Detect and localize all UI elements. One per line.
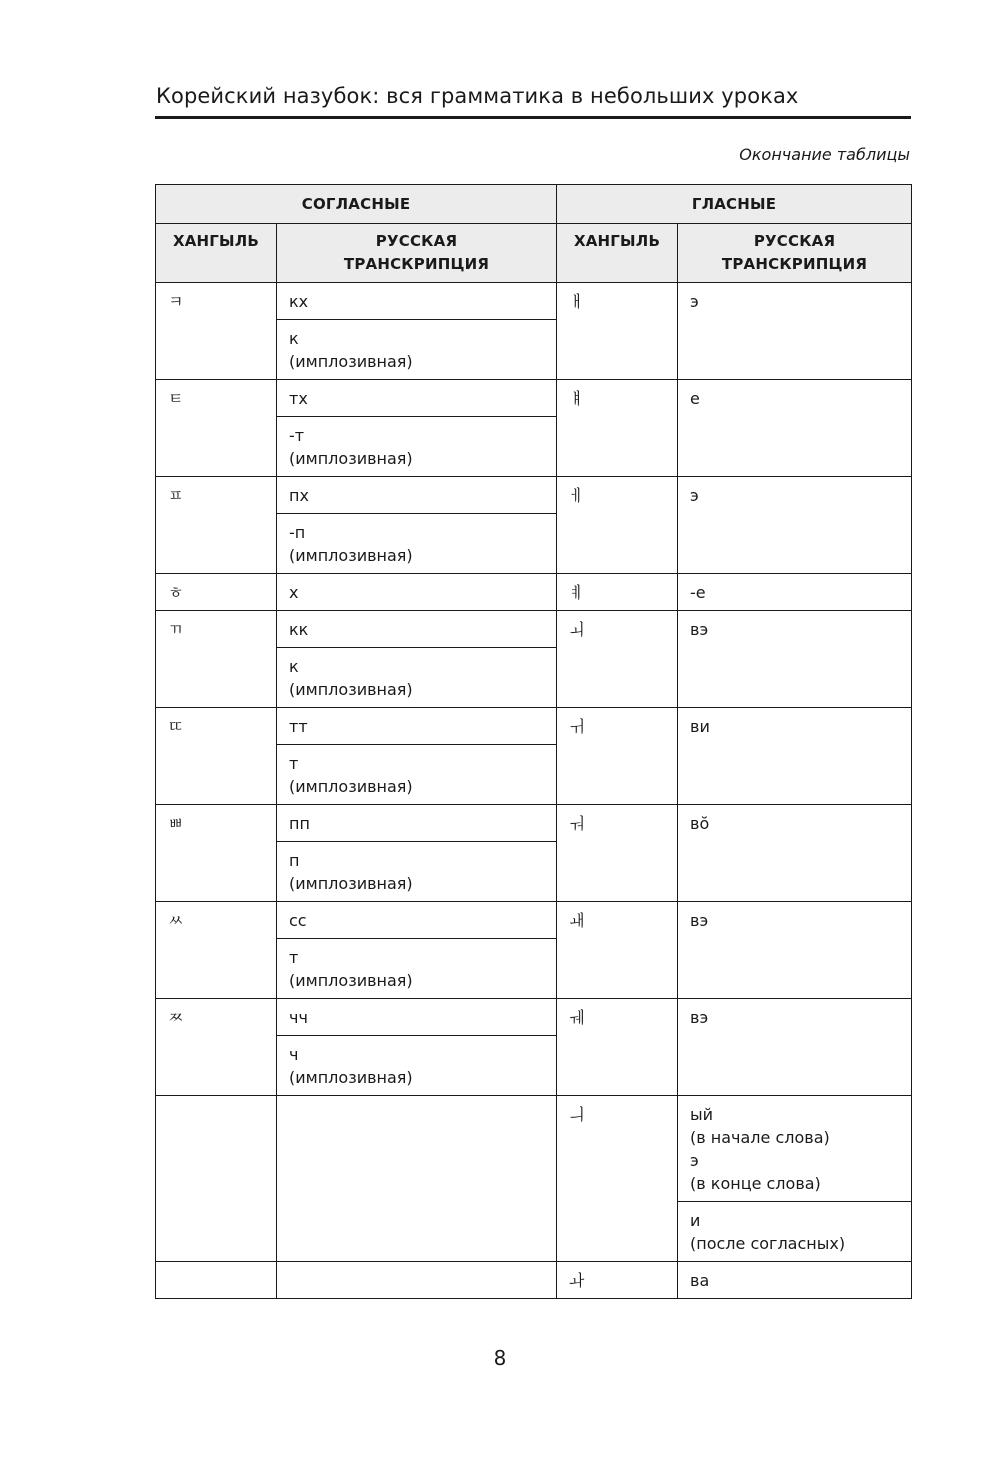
table-row (156, 999, 912, 1036)
running-header-title: Корейский назубок: вся грамматика в небольших уроках (156, 84, 799, 108)
column-header-row (156, 224, 912, 283)
vowel-transcription-cell: вэ (678, 902, 912, 999)
consonant-transcription-cell: -т (имплозивная) (277, 417, 557, 477)
table-row (156, 902, 912, 939)
consonant-transcription-cell: ч (имплозивная) (277, 1036, 557, 1096)
table-row (156, 574, 912, 611)
consonant-transcription-cell: чч (277, 999, 557, 1036)
table-continuation-note: Окончание таблицы (739, 145, 910, 164)
consonant-hangul-cell: ㅎ (156, 574, 277, 611)
empty-cell (277, 1262, 557, 1299)
consonant-hangul-cell: ㅍ (156, 477, 277, 574)
vowel-hangul-cell: ㅝ (557, 805, 678, 902)
page-number: 8 (493, 1346, 507, 1370)
consonant-hangul-cell: ㄸ (156, 708, 277, 805)
consonant-transcription-cell: т (имплозивная) (277, 745, 557, 805)
empty-cell (277, 1096, 557, 1262)
consonant-hangul-cell: ㅆ (156, 902, 277, 999)
consonant-hangul-cell: ㅋ (156, 283, 277, 380)
vowel-transcription-cell: вэ (678, 611, 912, 708)
vowel-transcription-cell: э (678, 283, 912, 380)
vowel-hangul-cell: ㅚ (557, 611, 678, 708)
consonant-hangul-cell: ㅌ (156, 380, 277, 477)
consonants-group-header: СОГЛАСНЫЕ (156, 185, 557, 224)
vowel-hangul-cell: ㅘ (557, 1262, 678, 1299)
consonant-transcription-cell: к (имплозивная) (277, 320, 557, 380)
vowel-hangul-cell: ㅒ (557, 380, 678, 477)
table-row (156, 477, 912, 514)
vowel-hangul-cell: ㅐ (557, 283, 678, 380)
consonant-transcription-header: РУССКАЯ ТРАНСКРИПЦИЯ (277, 224, 557, 283)
vowel-hangul-cell: ㅙ (557, 902, 678, 999)
vowel-transcription-header: РУССКАЯ ТРАНСКРИПЦИЯ (678, 224, 912, 283)
consonant-transcription-cell: -п (имплозивная) (277, 514, 557, 574)
table-row (156, 805, 912, 842)
consonant-hangul-header: ХАНГЫЛЬ (156, 224, 277, 283)
vowels-group-header: ГЛАСНЫЕ (557, 185, 912, 224)
vowel-transcription-cell: ви (678, 708, 912, 805)
empty-cell (156, 1262, 277, 1299)
header-rule (155, 116, 911, 119)
vowel-hangul-cell: ㅢ (557, 1096, 678, 1262)
vowel-hangul-cell: ㅔ (557, 477, 678, 574)
consonant-hangul-cell: ㅃ (156, 805, 277, 902)
vowel-transcription-cell: ва (678, 1262, 912, 1299)
table-row (156, 1262, 912, 1299)
consonant-transcription-cell: пп (277, 805, 557, 842)
consonant-hangul-cell: ㅉ (156, 999, 277, 1096)
vowel-transcription-cell: -е (678, 574, 912, 611)
vowel-hangul-cell: ㅖ (557, 574, 678, 611)
empty-cell (156, 1096, 277, 1262)
vowel-hangul-cell: ㅟ (557, 708, 678, 805)
consonant-transcription-cell: тх (277, 380, 557, 417)
consonant-transcription-cell: пх (277, 477, 557, 514)
vowel-transcription-cell: вŏ (678, 805, 912, 902)
table-row (156, 380, 912, 417)
consonant-transcription-cell: п (имплозивная) (277, 842, 557, 902)
consonant-transcription-cell: т (имплозивная) (277, 939, 557, 999)
hangul-transcription-table (155, 184, 912, 1299)
consonant-transcription-cell: сс (277, 902, 557, 939)
consonant-transcription-cell: кк (277, 611, 557, 648)
vowel-hangul-cell: ㅞ (557, 999, 678, 1096)
consonant-transcription-cell: тт (277, 708, 557, 745)
consonant-transcription-cell: к (имплозивная) (277, 648, 557, 708)
vowel-hangul-header: ХАНГЫЛЬ (557, 224, 678, 283)
table-row (156, 708, 912, 745)
consonant-transcription-cell: х (277, 574, 557, 611)
vowel-transcription-cell: э (678, 477, 912, 574)
vowel-transcription-cell: и (после согласных) (678, 1202, 912, 1262)
consonant-transcription-cell: кх (277, 283, 557, 320)
table-row (156, 283, 912, 320)
group-header-row (156, 185, 912, 224)
vowel-transcription-cell: ый (в начале слова) э (в конце слова) (678, 1096, 912, 1202)
table-row (156, 611, 912, 648)
vowel-transcription-cell: е (678, 380, 912, 477)
vowel-transcription-cell: вэ (678, 999, 912, 1096)
table-row (156, 1096, 912, 1202)
consonant-hangul-cell: ㄲ (156, 611, 277, 708)
